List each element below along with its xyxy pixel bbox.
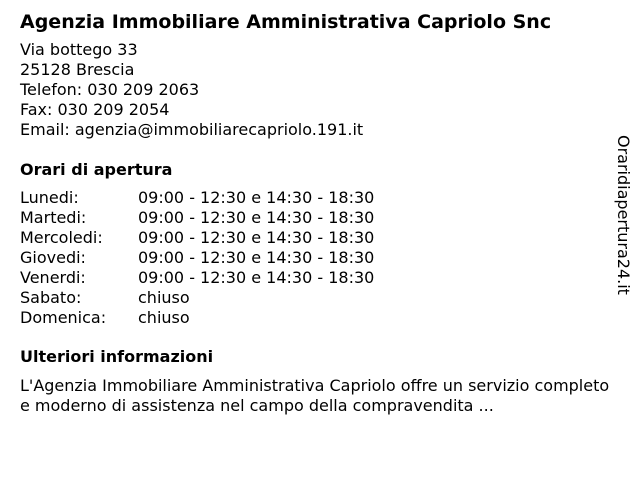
phone-number: Telefon: 030 209 2063 xyxy=(20,80,200,99)
contact-block xyxy=(20,40,610,140)
hours-row-tuesday xyxy=(20,208,610,228)
day-label: Venerdi: xyxy=(20,268,86,287)
day-hours: 09:00 - 12:30 e 14:30 - 18:30 xyxy=(138,208,375,227)
more-info-heading: Ulteriori informazioni xyxy=(20,347,214,366)
hours-row-monday xyxy=(20,188,610,208)
day-label: Mercoledi: xyxy=(20,228,103,247)
hours-row-sunday xyxy=(20,308,610,328)
day-label: Lunedi: xyxy=(20,188,79,207)
opening-hours-list xyxy=(20,188,610,328)
hours-row-friday xyxy=(20,268,610,288)
email-address: Email: agenzia@immobiliarecapriolo.191.it xyxy=(20,120,364,139)
hours-row-thursday xyxy=(20,248,610,268)
opening-hours-heading: Orari di apertura xyxy=(20,160,173,179)
day-hours: chiuso xyxy=(138,288,190,307)
day-hours: 09:00 - 12:30 e 14:30 - 18:30 xyxy=(138,228,375,247)
day-label: Giovedi: xyxy=(20,248,86,267)
address-street: Via bottego 33 xyxy=(20,40,138,59)
address-city: 25128 Brescia xyxy=(20,60,135,79)
day-hours: 09:00 - 12:30 e 14:30 - 18:30 xyxy=(138,188,375,207)
day-hours: 09:00 - 12:30 e 14:30 - 18:30 xyxy=(138,248,375,267)
hours-row-saturday xyxy=(20,288,610,308)
business-card xyxy=(20,10,610,416)
day-hours: chiuso xyxy=(138,308,190,327)
business-name: Agenzia Immobiliare Amministrativa Capriolo Snc xyxy=(20,11,552,33)
day-hours: 09:00 - 12:30 e 14:30 - 18:30 xyxy=(138,268,375,287)
fax-number: Fax: 030 209 2054 xyxy=(20,100,170,119)
day-label: Sabato: xyxy=(20,288,82,307)
site-watermark-label: Oraridiapertura24.it xyxy=(614,135,633,295)
hours-row-wednesday xyxy=(20,228,610,248)
day-label: Martedi: xyxy=(20,208,87,227)
day-label: Domenica: xyxy=(20,308,107,327)
business-description: L'Agenzia Immobiliare Amministrativa Capriolo offre un servizio completo e moderno di assistenza nel campo della compravendita ... xyxy=(20,376,610,415)
